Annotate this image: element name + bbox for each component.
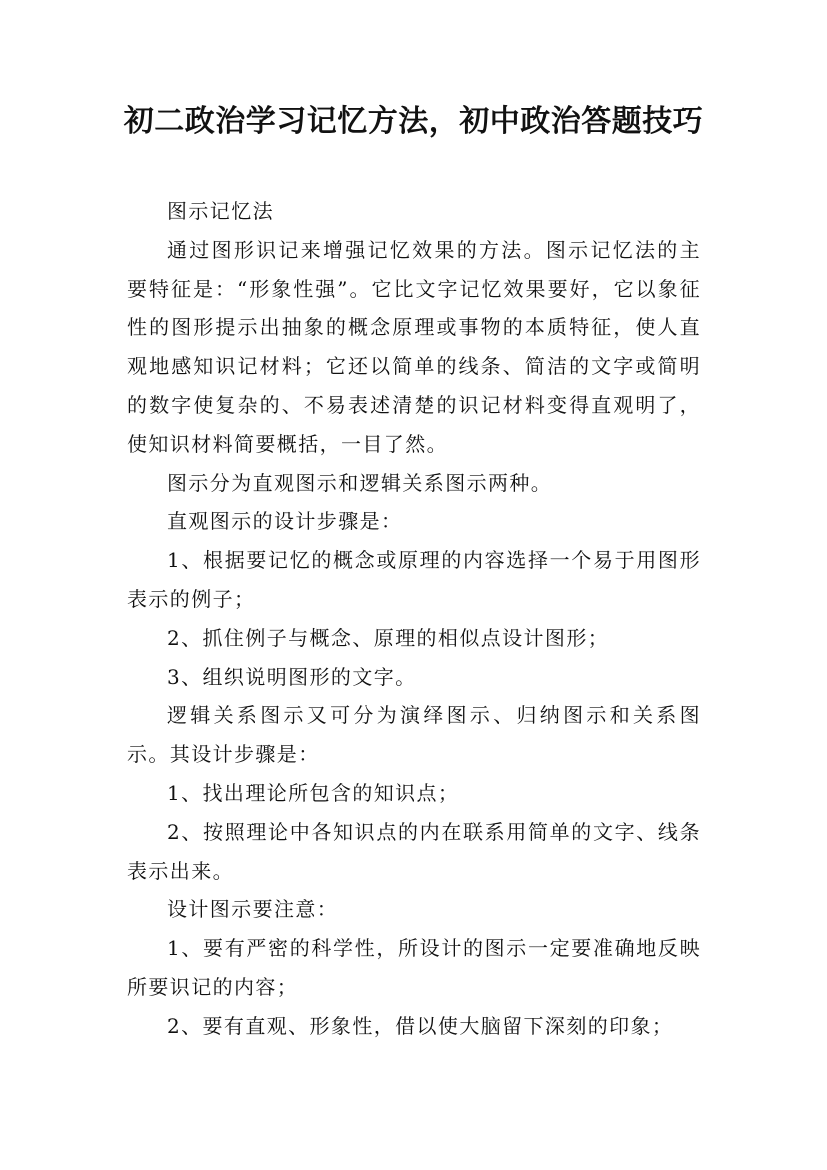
paragraph-logic-diagram: 逻辑关系图示又可分为演绎图示、归纳图示和关系图示。其设计步骤是： — [127, 703, 701, 767]
paragraph-definition: 通过图形识记来增强记忆效果的方法。图示记忆法的主要特征是：“形象性强”。它比文字记忆效果要好，它以象征性的图形提示出抽象的概念原理或事物的本质特征，使人直观地感知识记材料；它还以简单的线条、简洁的文字或简明的数字使复杂的、不易表述清楚的识记材料变得直观明了，使知识材料简要概括，一目了然。 — [127, 237, 701, 456]
document-body — [127, 192, 701, 1046]
paragraph-intuitive-steps-heading: 直观图示的设计步骤是： — [167, 509, 403, 534]
paragraph-note-1: 1、要有严密的科学性，所设计的图示一定要准确地反映所要识记的内容； — [127, 936, 701, 999]
document-title: 初二政治学习记忆方法，初中政治答题技巧 — [123, 104, 704, 139]
paragraph-intuitive-step-2: 2、抓住例子与概念、原理的相似点设计图形； — [167, 625, 610, 650]
paragraph-intuitive-step-1: 1、根据要记忆的概念或原理的内容选择一个易于用图形表示的例子； — [127, 548, 701, 611]
paragraph-logic-step-1: 1、找出理论所包含的知识点； — [167, 780, 460, 805]
paragraph-diagram-types: 图示分为直观图示和逻辑关系图示两种。 — [167, 470, 553, 495]
paragraph-note-2: 2、要有直观、形象性，借以使大脑留下深刻的印象； — [167, 1013, 674, 1038]
paragraph-logic-step-2: 2、按照理论中各知识点的内在联系用简单的文字、线条表示出来。 — [127, 819, 701, 883]
paragraph-heading-diagram-memory: 图示记忆法 — [167, 199, 274, 223]
paragraph-notes-heading: 设计图示要注意： — [167, 897, 339, 922]
paragraph-intuitive-step-3: 3、组织说明图形的文字。 — [167, 664, 417, 689]
